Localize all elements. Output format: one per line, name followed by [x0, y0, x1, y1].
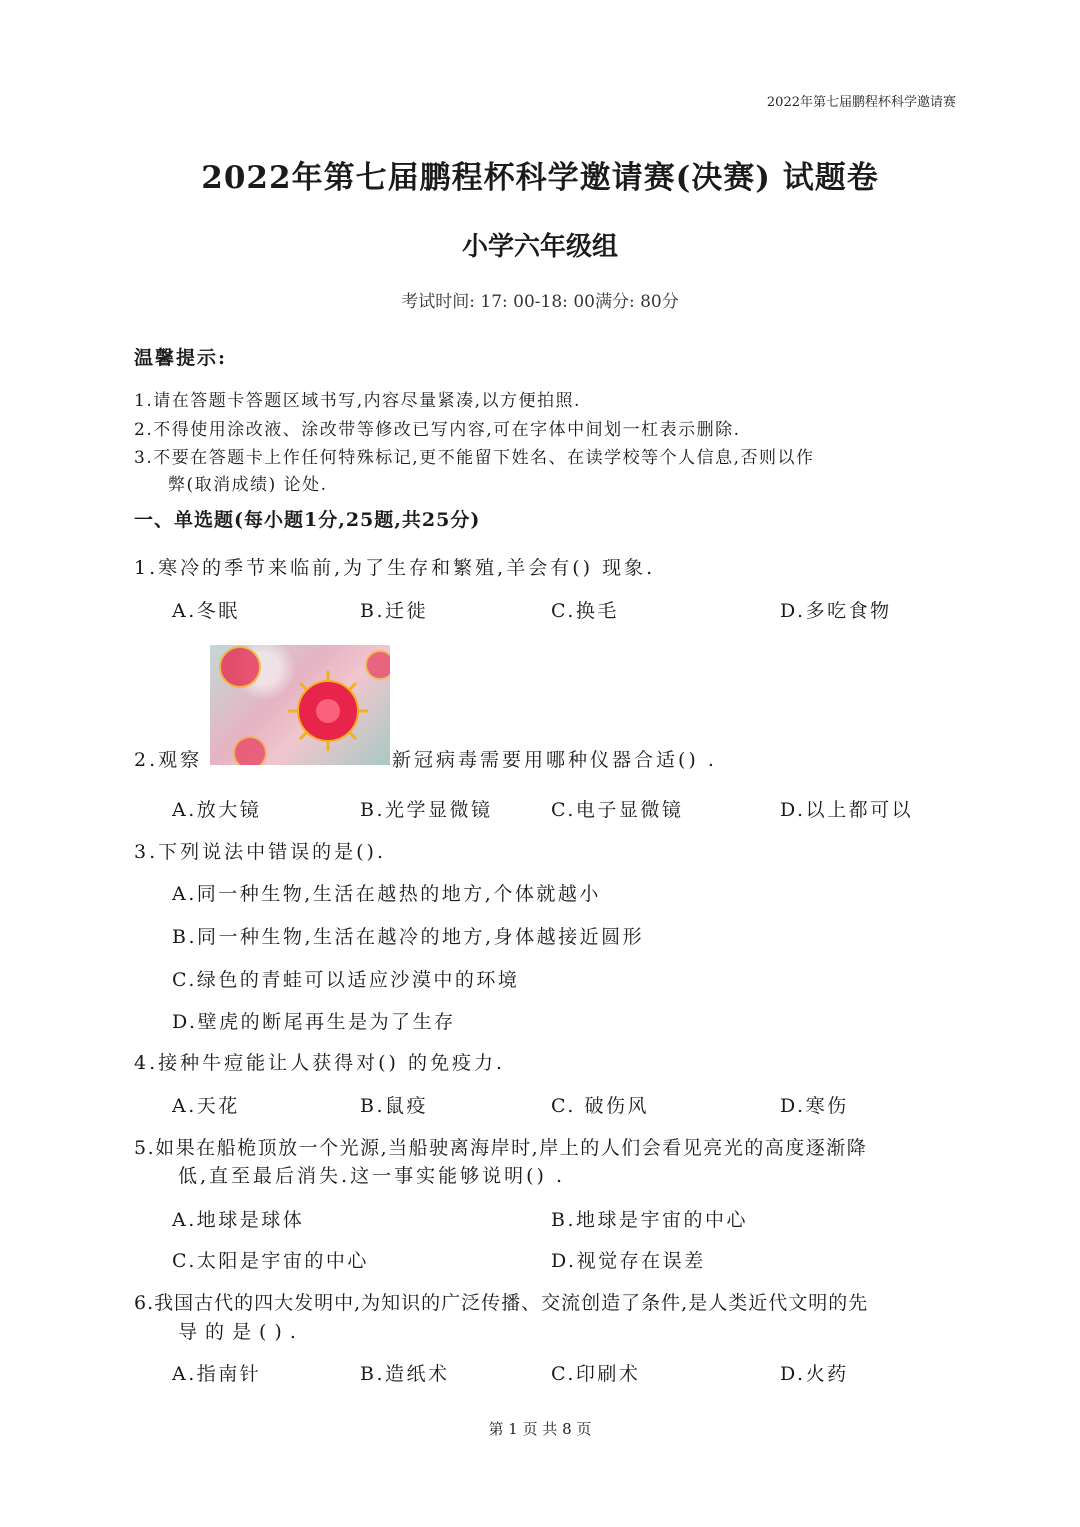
q3-option-a: A.同一种生物,生活在越热的地方,个体就越小	[172, 883, 601, 905]
virus-illustration-icon	[210, 645, 390, 765]
q1-option-d: D.多吃食物	[780, 600, 892, 622]
q4-option-b: B.鼠疫	[360, 1095, 429, 1117]
q2-option-c: C.电子显微镜	[551, 799, 684, 821]
q4-option-a: A.天花	[172, 1095, 240, 1117]
q6-option-a: A.指南针	[172, 1363, 262, 1385]
virus-image	[210, 645, 390, 765]
q6-option-c: C.印刷术	[551, 1363, 641, 1385]
question-1: 1.寒冷的季节来临前,为了生存和繁殖,羊会有() 现象.	[134, 557, 656, 579]
q3-option-b: B.同一种生物,生活在越冷的地方,身体越接近圆形	[172, 926, 645, 948]
question-5-line-1: 5.如果在船桅顶放一个光源,当船驶离海岸时,岸上的人们会看见亮光的高度逐渐降	[134, 1137, 868, 1159]
section-heading: 一、单选题(每小题1分,25题,共25分)	[134, 509, 481, 531]
notice-item: 3.不要在答题卡上作任何特殊标记,更不能留下姓名、在读学校等个人信息,否则以作	[134, 448, 815, 468]
question-6-line-1: 6.我国古代的四大发明中,为知识的广泛传播、交流创造了条件,是人类近代文明的先	[134, 1292, 869, 1314]
question-3: 3.下列说法中错误的是().	[134, 841, 386, 863]
notice-item-continuation: 弊(取消成绩) 论处.	[168, 475, 328, 495]
question-6-line-2: 导的是().	[178, 1321, 304, 1343]
q5-option-a: A.地球是球体	[172, 1209, 305, 1231]
q5-option-b: B.地球是宇宙的中心	[551, 1209, 749, 1231]
q4-option-c: C. 破伤风	[551, 1095, 649, 1117]
exam-time-and-score: 考试时间: 17: 00-18: 00满分: 80分	[401, 292, 679, 312]
running-header: 2022年第七届鹏程杯科学邀请赛	[766, 95, 956, 110]
q2-option-a: A.放大镜	[172, 799, 262, 821]
question-5-line-2: 低,直至最后消失.这一事实能够说明() .	[178, 1165, 565, 1187]
notice-item: 2.不得使用涂改液、涂改带等修改已写内容,可在字体中间划一杠表示删除.	[134, 420, 741, 440]
page-number: 第 1 页 共 8 页	[488, 1420, 592, 1438]
q6-option-b: B.造纸术	[360, 1363, 450, 1385]
q3-option-c: C.绿色的青蛙可以适应沙漠中的环境	[172, 969, 520, 991]
q1-option-c: C.换毛	[551, 600, 619, 622]
q5-option-d: D.视觉存在误差	[551, 1250, 706, 1272]
exam-title: 2022年第七届鹏程杯科学邀请赛(决赛) 试题卷	[201, 160, 879, 196]
q1-option-a: A.冬眠	[172, 600, 240, 622]
q5-option-c: C.太阳是宇宙的中心	[172, 1250, 369, 1272]
question-2-prefix: 2.观察	[134, 749, 203, 771]
q6-option-d: D.火药	[780, 1363, 849, 1385]
exam-subtitle: 小学六年级组	[461, 232, 618, 262]
q2-option-b: B.光学显微镜	[360, 799, 493, 821]
q3-option-d: D.壁虎的断尾再生是为了生存	[172, 1011, 456, 1033]
question-4: 4.接种牛痘能让人获得对() 的免疫力.	[134, 1052, 506, 1074]
q4-option-d: D.寒伤	[780, 1095, 849, 1117]
notice-item: 1.请在答题卡答题区域书写,内容尽量紧凑,以方便拍照.	[134, 391, 581, 411]
q1-option-b: B.迁徙	[360, 600, 429, 622]
q2-option-d: D.以上都可以	[780, 799, 914, 821]
notice-heading: 温馨提示:	[134, 347, 228, 369]
question-2-text: 新冠病毒需要用哪种仪器合适() .	[392, 749, 717, 771]
